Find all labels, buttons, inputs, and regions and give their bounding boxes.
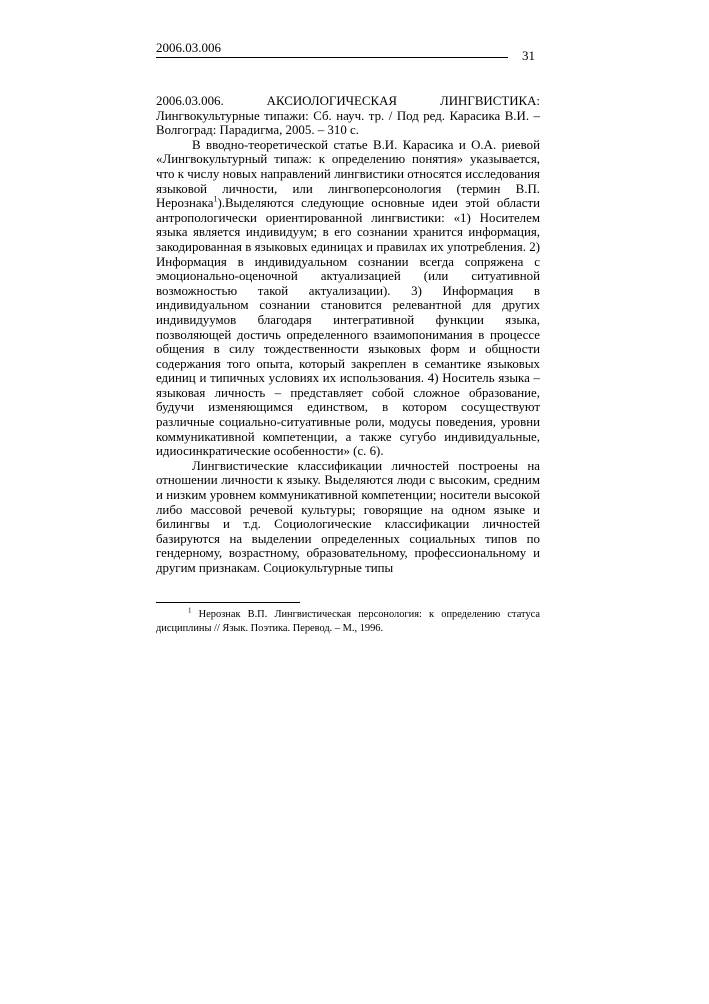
footnote-entry — [156, 608, 540, 636]
footnote-reference[interactable]: 1 — [213, 194, 218, 204]
entry-heading — [156, 94, 540, 109]
paragraph-1 — [156, 138, 540, 459]
entry-citation: Лингвокультурные типажи: Сб. науч. тр. / Под ред. Карасика В.И. – Волгоград: Парадигма, 2005. – 310 с. — [156, 108, 540, 138]
entry-heading-text: 2006.03.006. АКСИОЛОГИЧЕСКАЯ ЛИНГВИСТИКА: — [156, 94, 540, 108]
paragraph-2: Лингвистические классификации личностей построены на отношении личности к языку. Выделяются люди с высоким, средним и низким уровнем коммуникативной компетенции; носители высокой либо массовой речевой культуры; говорящие на одном языке и билингвы и т.д. Социологические классификации личностей базируются на выделении определенных социальных типов по гендерному, возрастному, образовательному, профессиональному и другим признакам. Социокультурные типы — [156, 458, 540, 575]
footnote-rule — [156, 602, 300, 603]
paragraph-1-end: ).Выделяются следующие основные идеи этой области антропологически ориентированной лингвистики: «1) Носителем языка является индивидуум; в его сознании хранится информация, закодированная в языковых единицах и правилах их употребления. 2) Информация в индивидуальном сознании всегда сопряжена с эмоционально-оценочной актуализацией (или ситуативной возможностью такой актуализации). 3) Информация в индивидуальном сознании становится релевантной для других индивидуумов благодаря интегративной функции языка, позволяющей достичь определенного взаимопонимания в процессе общения в силу тождественности языковых форм и общности содержания того опыта, который закреплен в семантике языковых единиц и типичных условиях их использования. 4) Носитель языка – языковая личность – представляет собой сложное образование, будучи изменяющимся единством, в котором сосуществуют различные социально-ситуативные роли, модусы поведения, уровни коммуникативной компетенции, а также сугубо индивидуальные, идиосинкратические особенности» (с. 6). — [156, 196, 540, 459]
footnote-marker: 1 — [188, 606, 192, 615]
body-text — [156, 94, 540, 576]
paragraph-1-start: В вводно-теоретической статье В.И. Карасика и О.А. риевой «Лингвокультурный типаж: к определению понятия» указывается, что к числу новых направлений лингвистики относятся исследования языковой личности, или лингвоперсонология (термин В.П. Нерознака — [156, 137, 540, 211]
footnote-text: Нерознак В.П. Лингвистическая персонология: к определению статуса дисциплины // Язык. Поэтика. Перевод. – М., 1996. — [156, 609, 540, 634]
running-head: 2006.03.006 — [156, 40, 221, 55]
footnote — [156, 608, 540, 636]
page-header — [156, 41, 540, 61]
page-number: 31 — [522, 48, 535, 63]
header-rule — [156, 57, 508, 58]
